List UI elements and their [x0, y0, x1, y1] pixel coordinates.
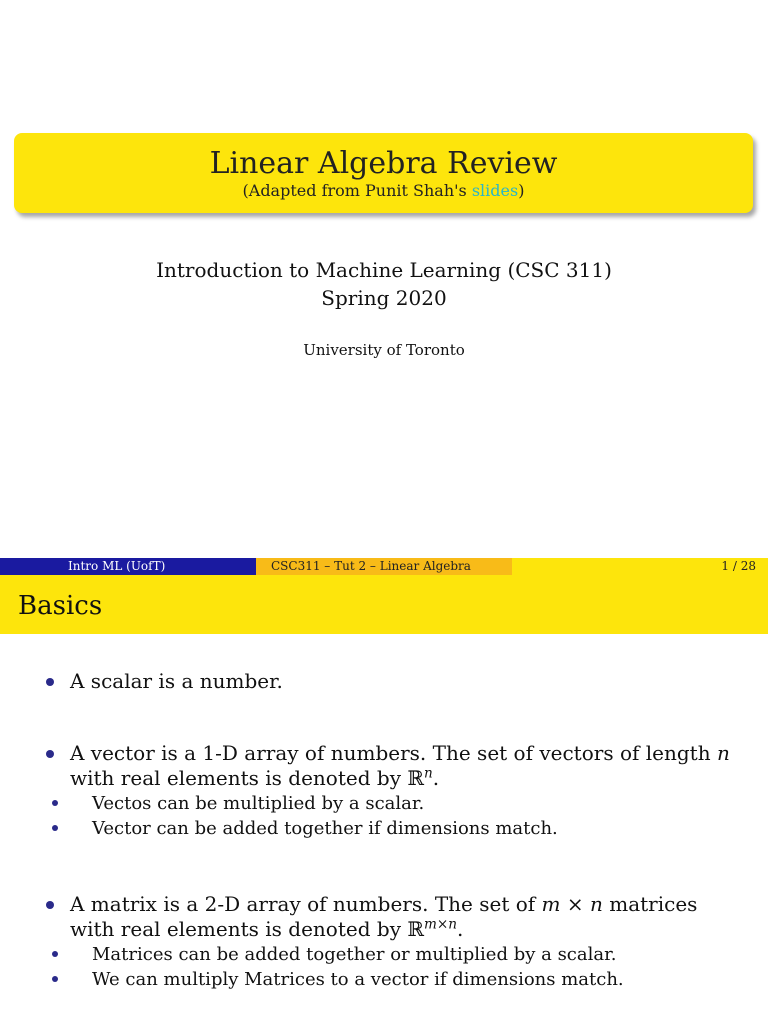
- slides-link[interactable]: slides: [471, 181, 519, 200]
- bullet-icon: [46, 901, 54, 909]
- sub-bullet-icon: [52, 800, 58, 806]
- footer-center: [256, 558, 512, 575]
- title-box: [14, 133, 753, 213]
- slide-title: Linear Algebra Review: [209, 146, 558, 181]
- university: University of Toronto: [303, 341, 465, 359]
- slide-subtitle: [14, 181, 753, 201]
- list-item: [46, 892, 746, 992]
- sub-bullet-icon: [52, 976, 58, 982]
- sub-list-item: Vector can be added together if dimensions match.: [70, 816, 746, 841]
- footer-bar: [0, 558, 768, 575]
- sub-bullet-icon: [52, 951, 58, 957]
- footer-right: [512, 558, 768, 575]
- sub-list-item: We can multiply Matrices to a vector if dimensions match.: [70, 967, 746, 992]
- course-name: Introduction to Machine Learning (CSC 311): [156, 258, 612, 282]
- list-item: [46, 741, 746, 841]
- subtitle-prefix: (Adapted from Punit Shah's: [242, 181, 472, 200]
- list-item: [46, 669, 746, 694]
- course-info: [0, 256, 768, 312]
- bullet-text: A scalar is a number.: [70, 669, 283, 693]
- footer-page-number: 1 / 28: [721, 559, 756, 573]
- subtitle-suffix: ): [518, 181, 525, 200]
- sub-bullet-icon: [52, 825, 58, 831]
- footer-author: Intro ML (UofT): [68, 559, 166, 573]
- sub-list-item: Matrices can be added together or multiplied by a scalar.: [70, 942, 746, 967]
- frame-header: [0, 575, 768, 634]
- slide-content: [0, 634, 768, 1024]
- course-term: Spring 2020: [321, 286, 447, 310]
- bullet-icon: [46, 750, 54, 758]
- frame-title: Basics: [18, 591, 103, 621]
- footer-title: CSC311 – Tut 2 – Linear Algebra: [271, 559, 471, 573]
- bullet-text: A vector is a 1-D array of numbers. The set of vectors of length n with real elements is denoted by ℝ$^n$.: [70, 741, 730, 790]
- sub-list-item: Vectos can be multiplied by a scalar.: [70, 791, 746, 816]
- footer-left: [0, 558, 256, 575]
- bullet-text: A matrix is a 2-D array of numbers. The set of m × n matrices with real elements is denoted by ℝ$^{m\times n}$.: [70, 892, 698, 941]
- bullet-icon: [46, 678, 54, 686]
